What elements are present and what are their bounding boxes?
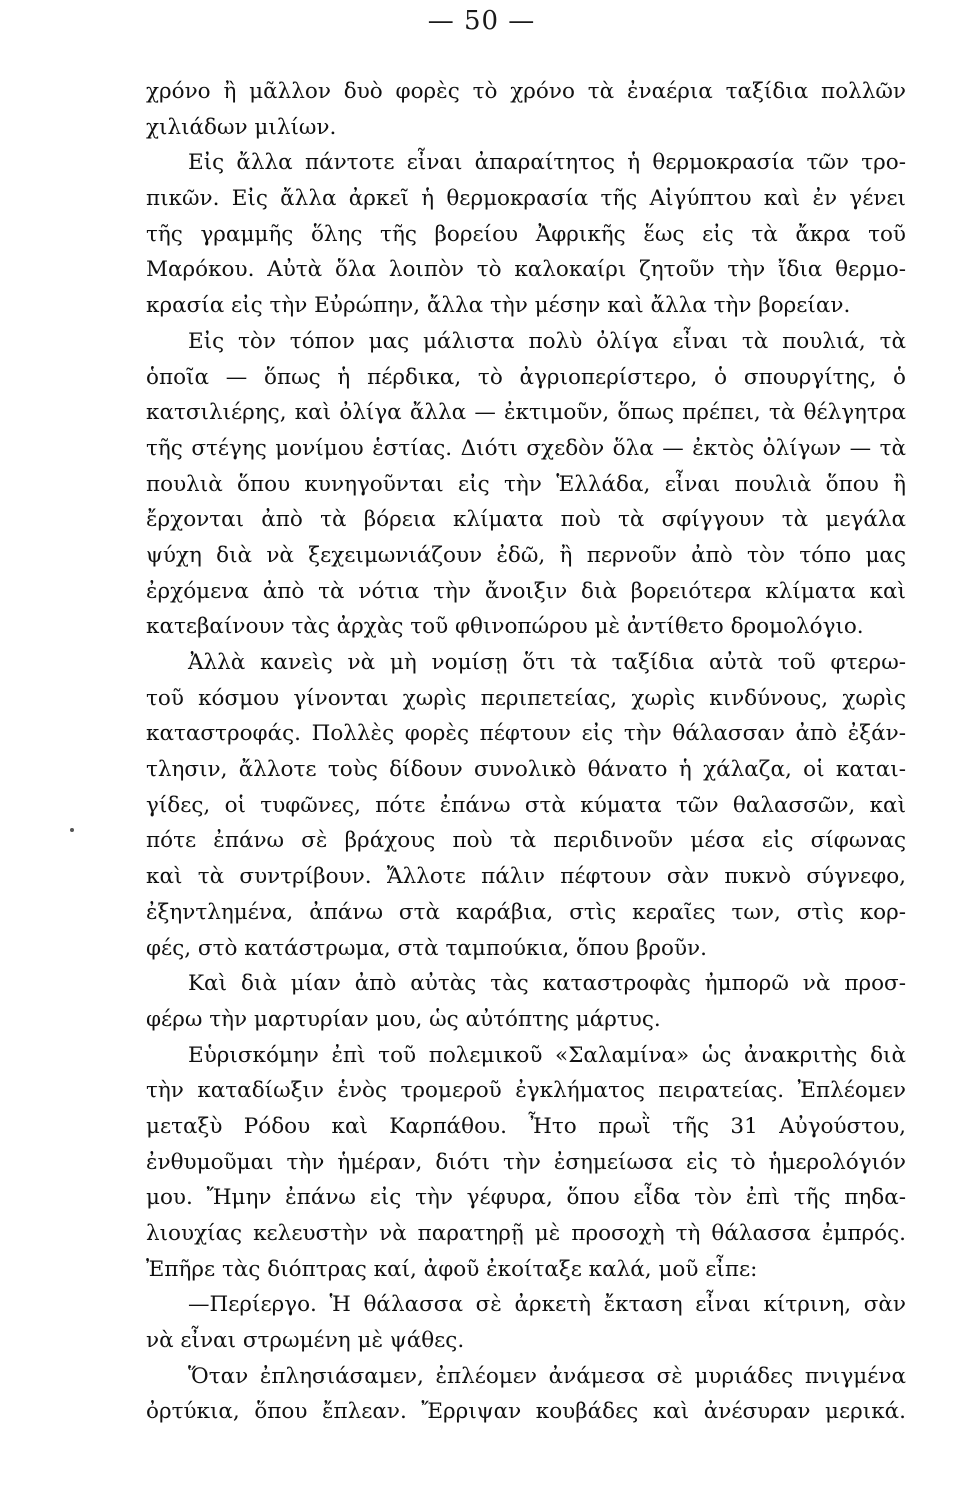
text-line: φέρω τὴν μαρτυρίαν μου, ὡς αὐτόπτης μάρτυς. [146, 1006, 661, 1032]
text-line: —Περίεργο. Ἡ θάλασσα σὲ ἀρκετὴ ἔκταση εἶναι κίτρινη, σὰν [188, 1292, 906, 1318]
text-line: μεταξὺ Ρόδου καὶ Καρπάθου. Ἦτο πρωῒ τῆς 31 Αὐγούστου, [146, 1113, 906, 1139]
text-line: ἐξηντλημένα, ἀπάνω στὰ καράβια, στὶς κεραῖες των, στὶς κορ- [146, 899, 906, 925]
text-line: Καὶ διὰ μίαν ἀπὸ αὐτὰς τὰς καταστροφὰς ἠμπορῶ νὰ προσ- [188, 971, 906, 997]
text-line: καταστροφάς. Πολλὲς φορὲς πέφτουν εἰς τὴν θάλασσαν ἀπὸ ἐξάν- [146, 721, 906, 747]
text-line: Ἐπῆρε τὰς διόπτρας καί, ἀφοῦ ἐκοίταξε καλά, μοῦ εἶπε: [146, 1256, 758, 1282]
text-line: γίδες, οἱ τυφῶνες, πότε ἐπάνω στὰ κύματα τῶν θαλασσῶν, καὶ [146, 792, 906, 818]
text-line: τὴν καταδίωξιν ἑνὸς τρομεροῦ ἐγκλήματος πειρατείας. Ἐπλέομεν [146, 1078, 906, 1104]
text-line: νὰ εἶναι στρωμένη μὲ ψάθες. [146, 1328, 465, 1354]
text-line: καὶ τὰ συντρίβουν. Ἄλλοτε πάλιν πέφτουν σὰν πυκνὸ σύγνεφο, [146, 864, 906, 890]
text-line: φές, στὸ κατάστρωμα, στὰ ταμπούκια, ὅπου βροῦν. [146, 935, 707, 961]
text-line: Ὅταν ἐπλησιάσαμεν, ἐπλέομεν ἀνάμεσα σὲ μυριάδες πνιγμένα [188, 1363, 906, 1389]
text-line: τοῦ κόσμου γίνονται χωρὶς περιπετείας, χωρὶς κινδύνους, χωρὶς [146, 685, 906, 711]
text-line: κατσιλιέρης, καὶ ὀλίγα ἄλλα — ἐκτιμοῦν, ὅπως πρέπει, τὰ θέλγητρα [146, 400, 906, 426]
text-line: λιουχίας κελευστὴν νὰ παρατηρῇ μὲ προσοχὴ τὴ θάλασσα ἐμπρός. [146, 1221, 906, 1246]
text-line: πουλιὰ ὅπου κυνηγοῦνται εἰς τὴν Ἑλλάδα, εἶναι πουλιὰ ὅπου ἢ [146, 471, 906, 497]
text-line: Εὑρισκόμην ἐπὶ τοῦ πολεμικοῦ «Σαλαμίνα» ὡς ἀνακριτὴς διὰ [188, 1042, 906, 1068]
text-line: τῆς γραμμῆς ὅλης τῆς βορείου Ἀφρικῆς ἕως εἰς τὰ ἄκρα τοῦ [146, 221, 906, 247]
text-line: ἐνθυμοῦμαι τὴν ἡμέραν, διότι τὴν ἐσημείωσα εἰς τὸ ἡμερολόγιόν [146, 1149, 906, 1175]
text-line: τῆς στέγης μονίμου ἑστίας. Διότι σχεδὸν ὅλα — ἐκτὸς ὀλίγων — τὰ [146, 435, 906, 461]
page-number: — 50 — [427, 6, 536, 36]
text-line: ἐρχόμενα ἀπὸ τὰ νότια τὴν ἄνοιξιν διὰ βορειότερα κλίματα καὶ [146, 578, 906, 604]
text-line: ψύχη διὰ νὰ ξεχειμωνιάζουν ἐδῶ, ἢ περνοῦν ἀπὸ τὸν τόπο μας [146, 542, 906, 568]
text-line: ὀρτύκια, ὅπου ἔπλεαν. Ἔρριψαν κουβάδες καὶ ἀνέσυραν μερικά. [146, 1399, 906, 1425]
text-line: μου. Ἤμην ἐπάνω εἰς τὴν γέφυρα, ὅπου εἶδα τὸν ἐπὶ τῆς πηδα- [146, 1185, 906, 1211]
text-line: ὁποῖα — ὅπως ἡ πέρδικα, τὸ ἀγριοπερίστερο, ὁ σπουργίτης, ὁ [146, 364, 906, 390]
text-line: Ἀλλὰ κανεὶς νὰ μὴ νομίσῃ ὅτι τὰ ταξίδια αὐτὰ τοῦ φτερω- [188, 650, 906, 675]
text-line: χρόνο ἢ μᾶλλον δυὸ φορὲς τὸ χρόνο τὰ ἐναέρια ταξίδια πολλῶν [146, 79, 906, 104]
text-line: κατεβαίνουν τὰς ἀρχὰς τοῦ φθινοπώρου μὲ ἀντίθετο δρομολόγιο. [146, 614, 864, 640]
text-line: κρασία εἰς τὴν Εὐρώπην, ἄλλα τὴν μέσην καὶ ἄλλα τὴν βορείαν. [146, 293, 851, 319]
text-line: πότε ἐπάνω σὲ βράχους ποὺ τὰ περιδινοῦν μέσα εἰς σίφωνας [146, 828, 906, 854]
text-line: Εἰς ἄλλα πάντοτε εἶναι ἀπαραίτητος ἡ θερμοκρασία τῶν τρο- [188, 150, 906, 176]
text-line: Εἰς τὸν τόπον μας μάλιστα πολὺ ὀλίγα εἶναι τὰ πουλιά, τὰ [188, 328, 906, 354]
text-line: τλησιν, ἄλλοτε τοὺς δίδουν συνολικὸ θάνατο ἡ χάλαζα, οἱ καται- [146, 757, 906, 783]
text-line: Μαρόκου. Αὐτὰ ὅλα λοιπὸν τὸ καλοκαίρι ζητοῦν τὴν ἴδια θερμο- [146, 257, 906, 283]
text-line: ἔρχονται ἀπὸ τὰ βόρεια κλίματα ποὺ τὰ σφίγγουν τὰ μεγάλα [146, 507, 906, 533]
body-text [146, 74, 906, 1430]
margin-dot [70, 828, 74, 832]
text-line: πικῶν. Εἰς ἄλλα ἀρκεῖ ἡ θερμοκρασία τῆς Αἰγύπτου καὶ ἐν γένει [146, 186, 906, 212]
text-line: χιλιάδων μιλίων. [146, 114, 337, 140]
